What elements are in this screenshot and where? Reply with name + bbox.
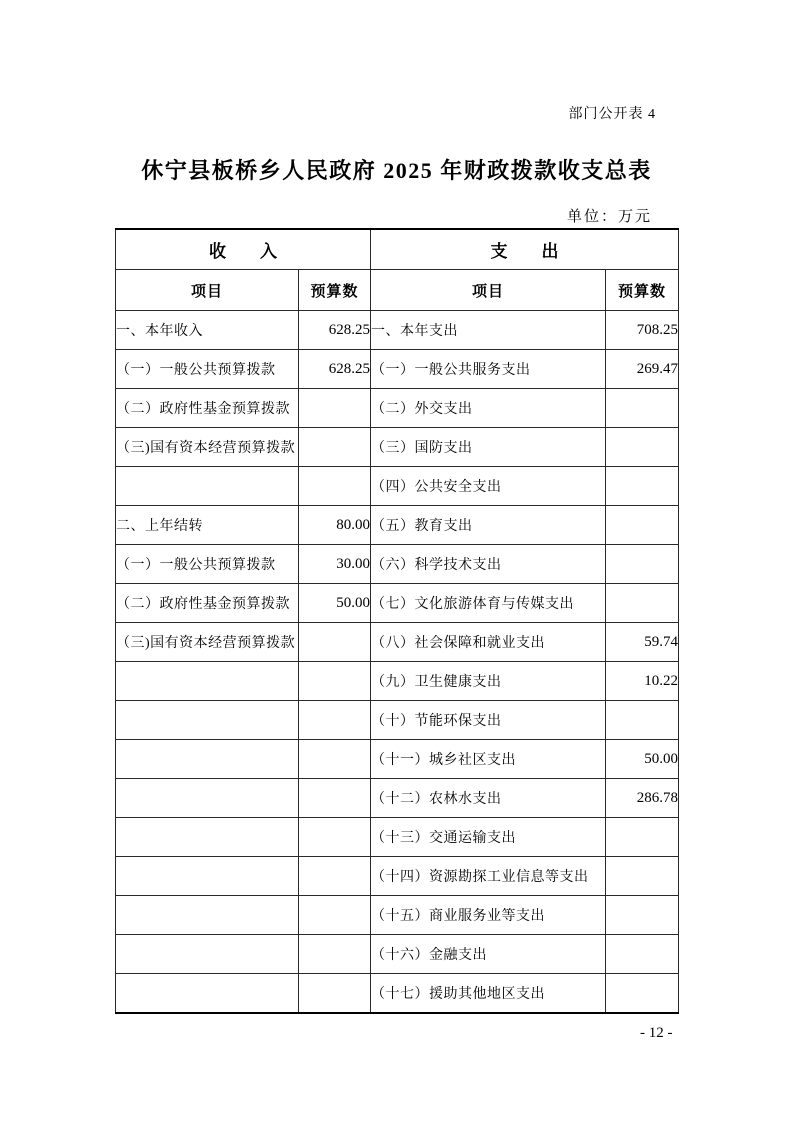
- expense-item-cell: （十七）援助其他地区支出: [371, 974, 606, 1014]
- table-row: [116, 740, 679, 779]
- expense-item-cell: （九）卫生健康支出: [371, 662, 606, 701]
- expense-item-cell: （三）国防支出: [371, 428, 606, 467]
- income-value-cell: 628.25: [299, 350, 371, 389]
- table-row: [116, 779, 679, 818]
- income-section-header: 收 入: [116, 229, 371, 270]
- table-row: [116, 350, 679, 389]
- expense-value-cell: 269.47: [606, 350, 679, 389]
- income-value-cell: [299, 935, 371, 974]
- expense-value-cell: [606, 545, 679, 584]
- budget-summary-table: [115, 228, 679, 1014]
- table-row: [116, 818, 679, 857]
- income-value-cell: 80.00: [299, 506, 371, 545]
- income-item-cell: [116, 857, 299, 896]
- expense-item-cell: （六）科学技术支出: [371, 545, 606, 584]
- income-item-cell: 一、本年收入: [116, 311, 299, 350]
- table-row: [116, 623, 679, 662]
- table-body: [116, 311, 679, 1014]
- expense-item-cell: 一、本年支出: [371, 311, 606, 350]
- income-budget-col-header: 预算数: [299, 270, 371, 311]
- expense-value-cell: [606, 584, 679, 623]
- table-row: [116, 896, 679, 935]
- page-title: 休宁县板桥乡人民政府 2025 年财政拨款收支总表: [141, 158, 652, 183]
- income-item-cell: （三)国有资本经营预算拨款: [116, 428, 299, 467]
- expense-budget-col-header: 预算数: [606, 270, 679, 311]
- expense-item-cell: （八）社会保障和就业支出: [371, 623, 606, 662]
- unit-label: 单位：万元: [566, 209, 652, 225]
- expense-value-cell: [606, 506, 679, 545]
- expense-item-cell: （七）文化旅游体育与传媒支出: [371, 584, 606, 623]
- table-row: [116, 545, 679, 584]
- expense-item-cell: （四）公共安全支出: [371, 467, 606, 506]
- expense-value-cell: [606, 701, 679, 740]
- income-value-cell: [299, 818, 371, 857]
- section-header-row: [116, 229, 679, 270]
- doc-public-table-label: 部门公开表 4: [568, 107, 656, 122]
- expense-value-cell: [606, 935, 679, 974]
- expense-value-cell: [606, 467, 679, 506]
- income-item-cell: [116, 701, 299, 740]
- expense-item-col-header: 项目: [371, 270, 606, 311]
- income-value-cell: 50.00: [299, 584, 371, 623]
- expense-value-cell: [606, 896, 679, 935]
- table-row: [116, 389, 679, 428]
- expense-value-cell: [606, 428, 679, 467]
- expense-item-cell: （十五）商业服务业等支出: [371, 896, 606, 935]
- income-value-cell: [299, 779, 371, 818]
- table-row: [116, 584, 679, 623]
- table-row: [116, 701, 679, 740]
- expense-item-cell: （二）外交支出: [371, 389, 606, 428]
- expense-value-cell: [606, 818, 679, 857]
- expense-item-cell: （十）节能环保支出: [371, 701, 606, 740]
- expense-value-cell: [606, 974, 679, 1014]
- expense-item-cell: （一）一般公共服务支出: [371, 350, 606, 389]
- expense-item-cell: （十三）交通运输支出: [371, 818, 606, 857]
- expense-value-cell: 286.78: [606, 779, 679, 818]
- income-value-cell: [299, 389, 371, 428]
- expense-value-cell: [606, 857, 679, 896]
- table-row: [116, 857, 679, 896]
- table-row: [116, 506, 679, 545]
- income-item-cell: （三)国有资本经营预算拨款: [116, 623, 299, 662]
- income-item-cell: [116, 779, 299, 818]
- expense-item-cell: （五）教育支出: [371, 506, 606, 545]
- income-value-cell: [299, 467, 371, 506]
- income-value-cell: [299, 701, 371, 740]
- income-value-cell: [299, 974, 371, 1014]
- income-value-cell: [299, 428, 371, 467]
- income-item-cell: 二、上年结转: [116, 506, 299, 545]
- income-item-cell: （一）一般公共预算拨款: [116, 350, 299, 389]
- table-row: [116, 467, 679, 506]
- income-item-col-header: 项目: [116, 270, 299, 311]
- income-value-cell: [299, 896, 371, 935]
- income-value-cell: [299, 857, 371, 896]
- table-row: [116, 935, 679, 974]
- table-row: [116, 428, 679, 467]
- expense-item-cell: （十二）农林水支出: [371, 779, 606, 818]
- table-row: [116, 311, 679, 350]
- expense-item-cell: （十四）资源勘探工业信息等支出: [371, 857, 606, 896]
- table-row: [116, 974, 679, 1014]
- expense-value-cell: [606, 389, 679, 428]
- income-value-cell: [299, 740, 371, 779]
- expense-item-cell: （十一）城乡社区支出: [371, 740, 606, 779]
- expense-item-cell: （十六）金融支出: [371, 935, 606, 974]
- income-item-cell: [116, 467, 299, 506]
- income-item-cell: [116, 935, 299, 974]
- income-value-cell: [299, 662, 371, 701]
- expense-value-cell: 10.22: [606, 662, 679, 701]
- table-row: [116, 662, 679, 701]
- income-item-cell: [116, 974, 299, 1014]
- expense-value-cell: 708.25: [606, 311, 679, 350]
- income-item-cell: [116, 818, 299, 857]
- income-item-cell: [116, 662, 299, 701]
- expense-value-cell: 50.00: [606, 740, 679, 779]
- column-header-row: [116, 270, 679, 311]
- income-value-cell: 30.00: [299, 545, 371, 584]
- income-item-cell: （一）一般公共预算拨款: [116, 545, 299, 584]
- expense-section-header: 支 出: [371, 229, 679, 270]
- income-value-cell: [299, 623, 371, 662]
- page-number: - 12 -: [640, 1025, 673, 1041]
- income-item-cell: （二）政府性基金预算拨款: [116, 389, 299, 428]
- income-item-cell: [116, 740, 299, 779]
- income-item-cell: [116, 896, 299, 935]
- expense-value-cell: 59.74: [606, 623, 679, 662]
- income-value-cell: 628.25: [299, 311, 371, 350]
- income-item-cell: （二）政府性基金预算拨款: [116, 584, 299, 623]
